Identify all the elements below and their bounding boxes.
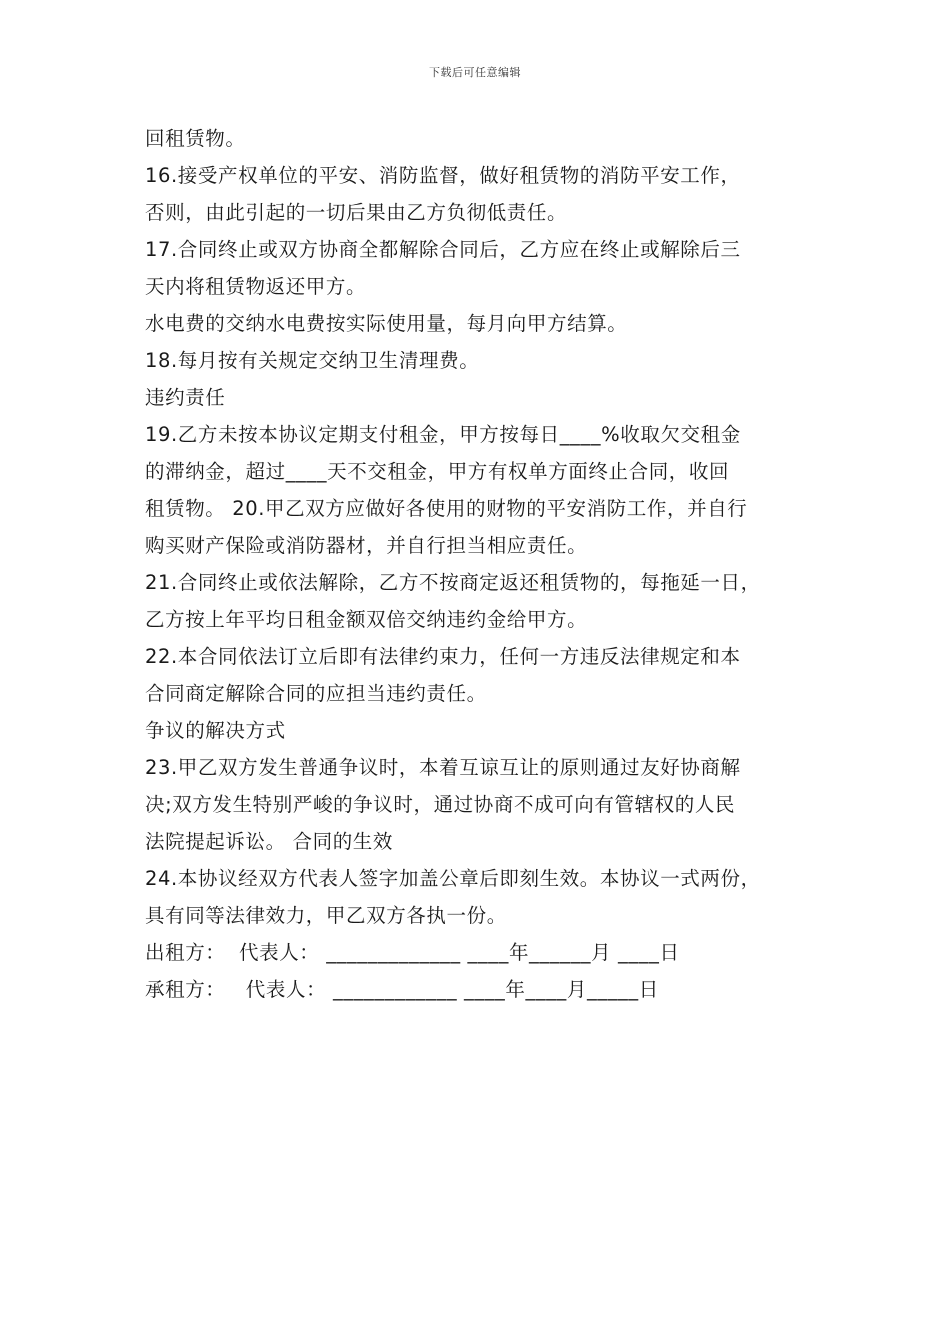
paragraph-line: 租赁物。 20.甲乙双方应做好各使用的财物的平安消防工作，并自行 <box>145 497 748 520</box>
paragraph-line: 16.接受产权单位的平安、消防监督，做好租赁物的消防平安工作， <box>145 164 741 187</box>
lessor-signature-line: 出租方： 代表人： _____________ ____年______月 ____日 <box>145 941 680 964</box>
section-heading: 争议的解决方式 <box>145 719 286 742</box>
paragraph-line: 决;双方发生特别严峻的争议时，通过协商不成可向有管辖权的人民 <box>145 793 736 816</box>
paragraph-line: 天内将租赁物返还甲方。 <box>145 275 367 298</box>
paragraph-line: 19.乙方未按本协议定期支付租金，甲方按每日____%收取欠交租金 <box>145 423 741 446</box>
paragraph-line: 21.合同终止或依法解除，乙方不按商定返还租赁物的，每拖延一日， <box>145 571 761 594</box>
section-heading: 违约责任 <box>145 386 226 409</box>
paragraph-line: 17.合同终止或双方协商全都解除合同后，乙方应在终止或解除后三 <box>145 238 741 261</box>
paragraph-line: 22.本合同依法订立后即有法律约束力，任何一方违反法律规定和本 <box>145 645 741 668</box>
paragraph-line: 否则，由此引起的一切后果由乙方负彻低责任。 <box>145 201 568 224</box>
paragraph-line: 购买财产保险或消防器材，并自行担当相应责任。 <box>145 534 588 557</box>
paragraph-line: 23.甲乙双方发生普通争议时，本着互谅互让的原则通过友好协商解 <box>145 756 741 779</box>
paragraph-line: 合同商定解除合同的应担当违约责任。 <box>145 682 487 705</box>
header-note: 下载后可任意编辑 <box>429 66 521 79</box>
paragraph-line: 具有同等法律效力，甲乙双方各执一份。 <box>145 904 507 927</box>
paragraph-line: 18.每月按有关规定交纳卫生清理费。 <box>145 349 480 372</box>
paragraph-line: 水电费的交纳水电费按实际使用量，每月向甲方结算。 <box>145 312 628 335</box>
paragraph-line: 24.本协议经双方代表人签字加盖公章后即刻生效。本协议一式两份， <box>145 867 761 890</box>
document-body <box>145 120 815 1008</box>
paragraph-line: 的滞纳金，超过____天不交租金，甲方有权单方面终止合同，收回 <box>145 460 730 483</box>
paragraph-line: 法院提起诉讼。 合同的生效 <box>145 830 393 853</box>
paragraph-line: 乙方按上年平均日租金额双倍交纳违约金给甲方。 <box>145 608 588 631</box>
paragraph-line: 回租赁物。 <box>145 127 246 150</box>
lessee-signature-line: 承租方： 代表人： ____________ ____年____月_____日 <box>145 978 659 1001</box>
